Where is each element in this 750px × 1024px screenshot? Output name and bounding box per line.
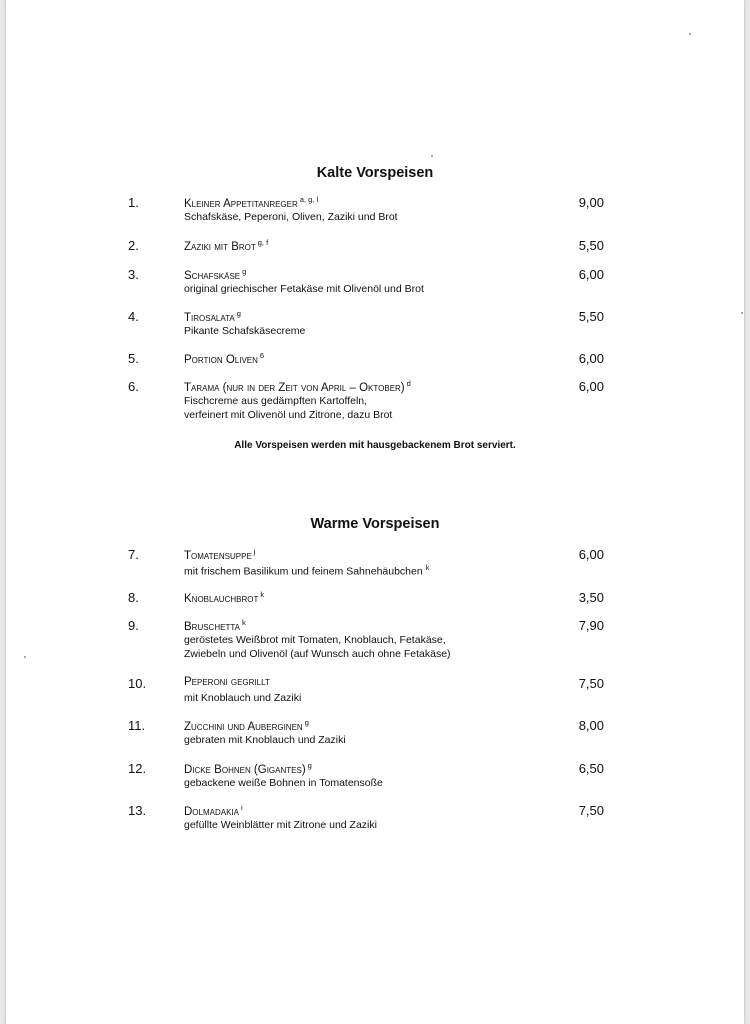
- item-description: [184, 691, 301, 705]
- bread-note: Alle Vorspeisen werden mit hausgebackenem Brot serviert.: [234, 440, 516, 451]
- description-text: geröstetes Weißbrot mit Tomaten, Knoblauch, Fetakäse,: [184, 634, 446, 646]
- item-name: [184, 379, 411, 394]
- allergen-code: i: [241, 803, 243, 812]
- description-text: Schafskäse, Peperoni, Oliven, Zaziki und Brot: [184, 211, 398, 223]
- item-name-text: Bruschetta: [184, 620, 240, 633]
- item-name-text: Schafskäse: [184, 269, 241, 282]
- description-line: [184, 647, 451, 661]
- allergen-code: g: [307, 761, 312, 770]
- item-number: 5.: [128, 351, 139, 366]
- item-number: 13.: [128, 803, 147, 818]
- scan-speck: [741, 312, 743, 314]
- item-price: 6,00: [578, 547, 604, 562]
- menu-page: [6, 0, 744, 1024]
- item-description: [184, 210, 398, 224]
- description-line: [184, 210, 398, 224]
- item-name-text: Knoblauchbrot: [184, 592, 259, 605]
- item-name-text: Tomatensuppe: [184, 549, 252, 562]
- allergen-code: g: [242, 267, 247, 276]
- item-name: [184, 267, 246, 282]
- item-name: [184, 676, 270, 688]
- allergen-code: a, g, l: [299, 195, 319, 204]
- item-name-text: Portion Oliven: [184, 353, 258, 366]
- item-description: [184, 394, 392, 422]
- item-name-text: Zucchini und Auberginen: [184, 720, 303, 733]
- description-text: gebraten mit Knoblauch und Zaziki: [184, 734, 346, 746]
- item-name-text: Dicke Bohnen (Gigantes): [184, 763, 306, 776]
- allergen-code: g: [236, 309, 241, 318]
- item-name: [184, 761, 312, 776]
- description-line: [184, 633, 451, 647]
- allergen-code: g, f: [257, 238, 269, 247]
- item-name-text: Peperoni gegrillt: [184, 676, 270, 688]
- item-name-text: Dolmadakia: [184, 805, 239, 818]
- item-price: 6,50: [578, 761, 604, 776]
- allergen-code: k: [425, 565, 430, 572]
- item-number: 1.: [128, 195, 139, 210]
- description-line: [184, 818, 377, 832]
- allergen-code: 6: [259, 351, 265, 360]
- description-line: [184, 282, 424, 296]
- item-name: [184, 547, 255, 562]
- item-name-text: Zaziki mit Brot: [184, 240, 256, 253]
- item-name: [184, 238, 268, 253]
- item-name: [184, 718, 309, 733]
- item-name-text: Tarama (nur in der Zeit von April – Oktober): [184, 381, 405, 394]
- item-number: 2.: [128, 238, 139, 253]
- item-price: 5,50: [578, 238, 604, 253]
- description-line: [184, 691, 301, 705]
- item-number: 12.: [128, 761, 147, 776]
- description-line: [184, 324, 305, 338]
- item-name: [184, 803, 243, 818]
- scan-speck: [689, 33, 691, 35]
- item-price: 7,90: [578, 618, 604, 633]
- item-description: [184, 324, 305, 338]
- item-description: [184, 282, 424, 296]
- description-line: [184, 394, 392, 408]
- scan-speck: [24, 656, 26, 658]
- allergen-code: k: [260, 590, 265, 599]
- item-price: 9,00: [578, 195, 604, 210]
- item-name-text: Kleiner Appetitanreger: [184, 197, 298, 210]
- allergen-code: k: [241, 618, 246, 627]
- description-line: [184, 776, 383, 790]
- item-description: [184, 733, 346, 747]
- item-price: 6,00: [578, 379, 604, 394]
- item-description: [184, 776, 383, 790]
- item-number: 10.: [128, 676, 147, 691]
- item-price: 8,00: [578, 718, 604, 733]
- item-number: 8.: [128, 590, 139, 605]
- item-price: 7,50: [578, 803, 604, 818]
- item-number: 11.: [128, 718, 146, 733]
- section-title-kalte: Kalte Vorspeisen: [316, 165, 434, 181]
- item-price: 6,00: [578, 267, 604, 282]
- scan-speck: [431, 155, 433, 157]
- allergen-code: g: [304, 718, 309, 727]
- description-text: original griechischer Fetakäse mit Olivenöl und Brot: [184, 283, 424, 295]
- description-text: gefüllte Weinblätter mit Zitrone und Zaziki: [184, 819, 377, 831]
- item-number: 4.: [128, 309, 139, 324]
- item-name: [184, 195, 318, 210]
- item-number: 3.: [128, 267, 139, 282]
- section-title-warme: Warme Vorspeisen: [310, 516, 440, 532]
- item-number: 7.: [128, 547, 139, 562]
- item-price: 6,00: [578, 351, 604, 366]
- item-price: 5,50: [578, 309, 604, 324]
- allergen-code: d: [406, 379, 411, 388]
- item-description: [184, 633, 451, 661]
- description-line: [184, 408, 392, 422]
- item-name-text: Tirosalata: [184, 311, 235, 324]
- description-text: Fischcreme aus gedämpften Kartoffeln,: [184, 395, 368, 407]
- item-description: [184, 818, 377, 832]
- description-line: [184, 733, 346, 747]
- item-name: [184, 351, 264, 366]
- description-text: verfeinert mit Olivenöl und Zitrone, dazu Brot: [184, 409, 393, 421]
- description-line: [184, 562, 429, 579]
- item-number: 6.: [128, 379, 139, 394]
- item-name: [184, 618, 246, 633]
- description-text: mit frischem Basilikum und feinem Sahnehäubchen: [184, 565, 423, 578]
- description-text: Pikante Schafskäsecreme: [184, 325, 306, 337]
- item-description: [184, 562, 429, 579]
- allergen-code: j: [253, 547, 256, 556]
- description-text: mit Knoblauch und Zaziki: [184, 692, 302, 704]
- description-text: gebackene weiße Bohnen in Tomatensoße: [184, 777, 383, 789]
- item-price: 3,50: [578, 590, 604, 605]
- item-number: 9.: [128, 618, 139, 633]
- description-text: Zwiebeln und Olivenöl (auf Wunsch auch ohne Fetakäse): [184, 648, 451, 660]
- item-name: [184, 590, 264, 605]
- item-name: [184, 309, 241, 324]
- item-price: 7,50: [578, 676, 604, 691]
